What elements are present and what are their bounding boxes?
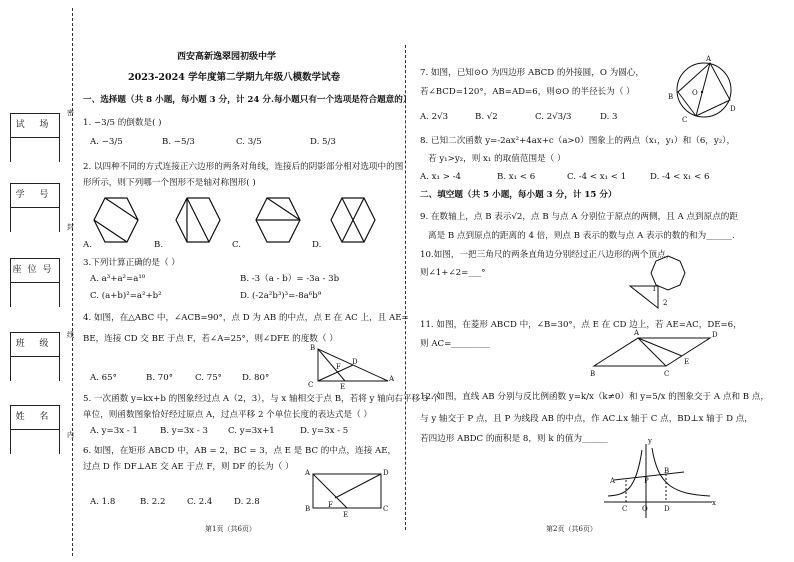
q7-circle-figure	[672, 56, 736, 122]
q7-option-d: D. 3	[600, 112, 618, 122]
q7-stem-line2: 若∠BCD=120°，AB=AD=6，则⊙O 的半径长为（ ）	[420, 87, 635, 97]
q10-fig-label-2: 2	[663, 299, 668, 307]
q2-stem-line1: 2. 以四种不同的方式连接正六边形的两条对角线，连接后的阴影部分相对选项中的图	[83, 162, 404, 172]
seat-no-box[interactable]	[10, 258, 60, 283]
school-title: 西安高新逸翠园初级中学	[177, 52, 277, 62]
cut-mark: 线	[67, 331, 74, 339]
q11-stem-line2: 则 AC=_________	[420, 339, 490, 349]
q11-fig-label-b: B	[590, 370, 596, 378]
q4-fig-label-b: B	[310, 344, 316, 352]
cut-mark: 密	[67, 109, 74, 117]
q7-fig-label-d: D	[730, 105, 736, 113]
q6-fig-label-b: B	[305, 505, 311, 513]
q6-option-c: C. 2.4	[187, 497, 213, 507]
q11-rhombus-figure	[588, 330, 716, 376]
q4-option-b: B. 70°	[146, 373, 174, 383]
q1-option-d: D. 5/3	[310, 137, 336, 147]
q2-label-c: C.	[232, 240, 242, 250]
name-blank[interactable]	[10, 429, 60, 454]
q6-rectangle-figure	[305, 468, 395, 516]
seat-no-blank[interactable]	[10, 282, 60, 307]
q6-fig-label-f: F	[328, 501, 333, 509]
q11-stem-line1: 11. 如图，在菱形 ABCD 中，∠B=30°，点 E 在 CD 边上，若 AE=AC，DE=6，	[420, 320, 742, 330]
q12-fig-label-c: C	[622, 505, 628, 513]
q11-fig-label-c: C	[664, 370, 670, 378]
q11-fig-label-d: D	[712, 331, 718, 339]
q1-option-b: B. −5/3	[162, 137, 195, 147]
q12-fig-label-b: B	[664, 467, 670, 475]
q8-option-d: D. -4 < x₁ < 6	[650, 172, 710, 182]
cut-mark: 封	[67, 223, 74, 231]
q8-stem-line2: 若 y₁>y₂，则 x₁ 的取值范围是（ ）	[428, 154, 566, 164]
q7-option-c: C. 2√3/3	[535, 112, 572, 122]
binding-strip-line	[72, 8, 73, 556]
q7-option-b: B. √2	[475, 112, 498, 122]
q12-fig-label-x: x	[712, 499, 716, 507]
q5-option-b: B. y=3x - 3	[160, 426, 208, 436]
student-id-label: 学 号	[15, 190, 55, 200]
q2-stem-line2: 形所示，则下列哪一个图形不是轴对称图形( )	[83, 178, 256, 188]
q7-stem-line1: 7. 如图，已知⊙O 为四边形 ABCD 的外接圆，O 为圆心，	[420, 68, 644, 78]
class-label: 班 级	[15, 339, 55, 349]
hexagon-a	[94, 198, 138, 242]
q4-fig-label-f: F	[336, 363, 341, 371]
q4-fig-label-c: C	[308, 381, 314, 389]
class-box[interactable]	[10, 332, 60, 357]
q4-fig-label-a: A	[389, 375, 395, 383]
q6-stem-line2: 过点 D 作 DF⊥AE 交 AE 于点 F，则 DF 的长为（ ）	[83, 462, 294, 472]
section-1-heading: 一、选择题（共 8 小题，每小题 3 分，计 24 分.每小题只有一个选项是符合题意的）	[83, 95, 412, 105]
q12-fig-label-a: A	[610, 477, 616, 485]
q11-fig-label-a: A	[634, 329, 640, 337]
hexagon-c	[256, 198, 300, 242]
q1-option-a: A. −3/5	[90, 137, 123, 147]
q12-stem-line1: 12. 如图，直线 AB 分别与反比例函数 y=k/x（k≠0）和 y=5/x 的图象交于 A 点和 B 点，	[420, 392, 770, 402]
q2-label-a: A.	[83, 240, 92, 250]
q9-stem-line1: 9. 在数轴上，点 B 表示√2，点 B 与点 A 分别位于原点的两侧，且 A 点到原点的距	[420, 212, 738, 222]
q4-option-d: D. 80°	[242, 373, 270, 383]
q2-label-b: B.	[154, 240, 164, 250]
q1-option-c: C. 3/5	[236, 137, 262, 147]
q10-stem-line2: 则∠1+∠2=___°	[420, 268, 486, 278]
q8-option-a: A. x₁ > -4	[420, 172, 461, 182]
q12-stem-line3: 若四边形 ABDC 的面积是 8，则 k 的值为______	[420, 434, 608, 444]
exam-room-label: 试 场	[15, 120, 55, 130]
page-footer-left: 第1页（共6页）	[205, 525, 256, 533]
q3-stem: 3.下列计算正确的是（ ）	[83, 258, 180, 268]
q6-fig-label-c: C	[383, 505, 389, 513]
q4-stem-line2: BE，连接 CD 交 BE 于点 F，若∠A=25°，则∠DFE 的度数（ ）	[83, 334, 338, 344]
class-blank[interactable]	[10, 356, 60, 381]
q6-fig-label-e: E	[343, 511, 349, 519]
exam-room-blank[interactable]	[10, 137, 60, 162]
exam-room-box[interactable]	[10, 113, 60, 138]
q7-fig-label-c: C	[682, 116, 688, 124]
q6-fig-label-a: A	[305, 469, 311, 477]
q6-fig-label-d: D	[383, 469, 389, 477]
q8-option-b: B. x₁ < 6	[497, 172, 536, 182]
q4-stem-line1: 4. 如图，在△ABC 中，∠ACB=90°，点 D 为 AB 的中点，点 E 在 AC 上，且 AE=	[83, 313, 409, 323]
q6-option-b: B. 2.2	[140, 497, 166, 507]
q6-option-d: D. 2.8	[234, 497, 260, 507]
q7-fig-label-a: A	[706, 55, 712, 63]
q3-option-c: C. (a+b)²=a²+b²	[90, 291, 162, 301]
page-divider	[405, 45, 406, 530]
q4-option-a: A. 65°	[90, 373, 117, 383]
q7-option-a: A. 2√3	[420, 112, 449, 122]
q4-fig-label-e: E	[340, 383, 346, 391]
q3-option-b: B. -3（a - b）= -3a - 3b	[240, 274, 340, 284]
q11-fig-label-e: E	[684, 358, 690, 366]
q4-option-c: C. 75°	[195, 373, 222, 383]
q10-fig-label-1: 1	[652, 285, 657, 293]
q6-stem-line1: 6. 如图，在矩形 ABCD 中，AB = 2，BC = 3，点 E 是 BC 的中点，连接 AE，	[83, 446, 397, 456]
page-footer-right: 第2页（共6页）	[546, 525, 597, 533]
q12-fig-label-o: O	[642, 505, 648, 513]
q5-option-a: A. y=3x - 1	[90, 426, 138, 436]
name-box[interactable]	[10, 405, 60, 430]
exam-title: 2023-2024 学年度第二学期九年级八模数学试卷	[128, 72, 341, 83]
q2-label-d: D.	[312, 240, 322, 250]
q7-fig-label-b: B	[668, 93, 674, 101]
cut-mark: 内	[67, 431, 74, 439]
q10-stem-line1: 10.如图，一把三角尺的两条直角边分别经过正八边形的两个顶点，	[420, 250, 675, 260]
student-id-box[interactable]	[10, 183, 60, 208]
q12-fig-label-y: y	[648, 437, 652, 445]
q8-option-c: C. -4 < x₁ < 1	[567, 172, 627, 182]
q12-stem-line2: 与 y 轴交于 P 点，且 P 为线段 AB 的中点，作 AC⊥x 轴于 C 点，BD⊥x 轴于 D 点，	[420, 414, 753, 424]
q3-option-d: D. (-2a²b³)³=-8a⁶b⁹	[240, 291, 322, 301]
section-2-heading: 二、填空题（共 5 小题，每小题 3 分，计 15 分）	[420, 190, 617, 200]
name-label: 姓 名	[15, 412, 55, 422]
q8-stem-line1: 8. 已知二次函数 y=-2ax²+4ax+c（a>0）图象上的两点（x₁，y₁）和（6，y₂），	[420, 136, 736, 146]
q5-stem-line2: 单位，则函数图象恰好经过原点 A，过点平移 2 个单位长度的表达式是（ ）	[83, 410, 373, 420]
q9-stem-line2: 离是 B 点到原点的距离的 4 倍，则点 B 表示的数与点 A 表示的数的和为______.	[428, 231, 735, 241]
hexagon-b	[176, 198, 220, 242]
q5-option-c: C. y=3x+1	[228, 426, 275, 436]
q3-option-a: A. a³+a²=a¹⁰	[90, 274, 146, 284]
q5-option-d: D. y=3x - 5	[300, 426, 349, 436]
q12-fig-label-p: P	[644, 477, 649, 485]
q12-graph-figure	[600, 440, 718, 520]
hexagon-d	[331, 198, 375, 242]
q7-fig-label-o: O	[692, 89, 698, 97]
q1-stem: 1. −3/5 的倒数是( )	[83, 118, 162, 128]
q5-stem-line1: 5. 一次函数 y=kx+b 的图象经过点 A（2，3），与 x 轴相交于点 B，若将 y 轴向右平移 3 个	[83, 394, 440, 404]
q12-fig-label-d: D	[664, 505, 670, 513]
student-id-blank[interactable]	[10, 207, 60, 232]
q6-option-a: A. 1.8	[90, 497, 116, 507]
q4-fig-label-d: D	[352, 358, 358, 366]
seat-no-label: 座位号	[12, 265, 58, 275]
